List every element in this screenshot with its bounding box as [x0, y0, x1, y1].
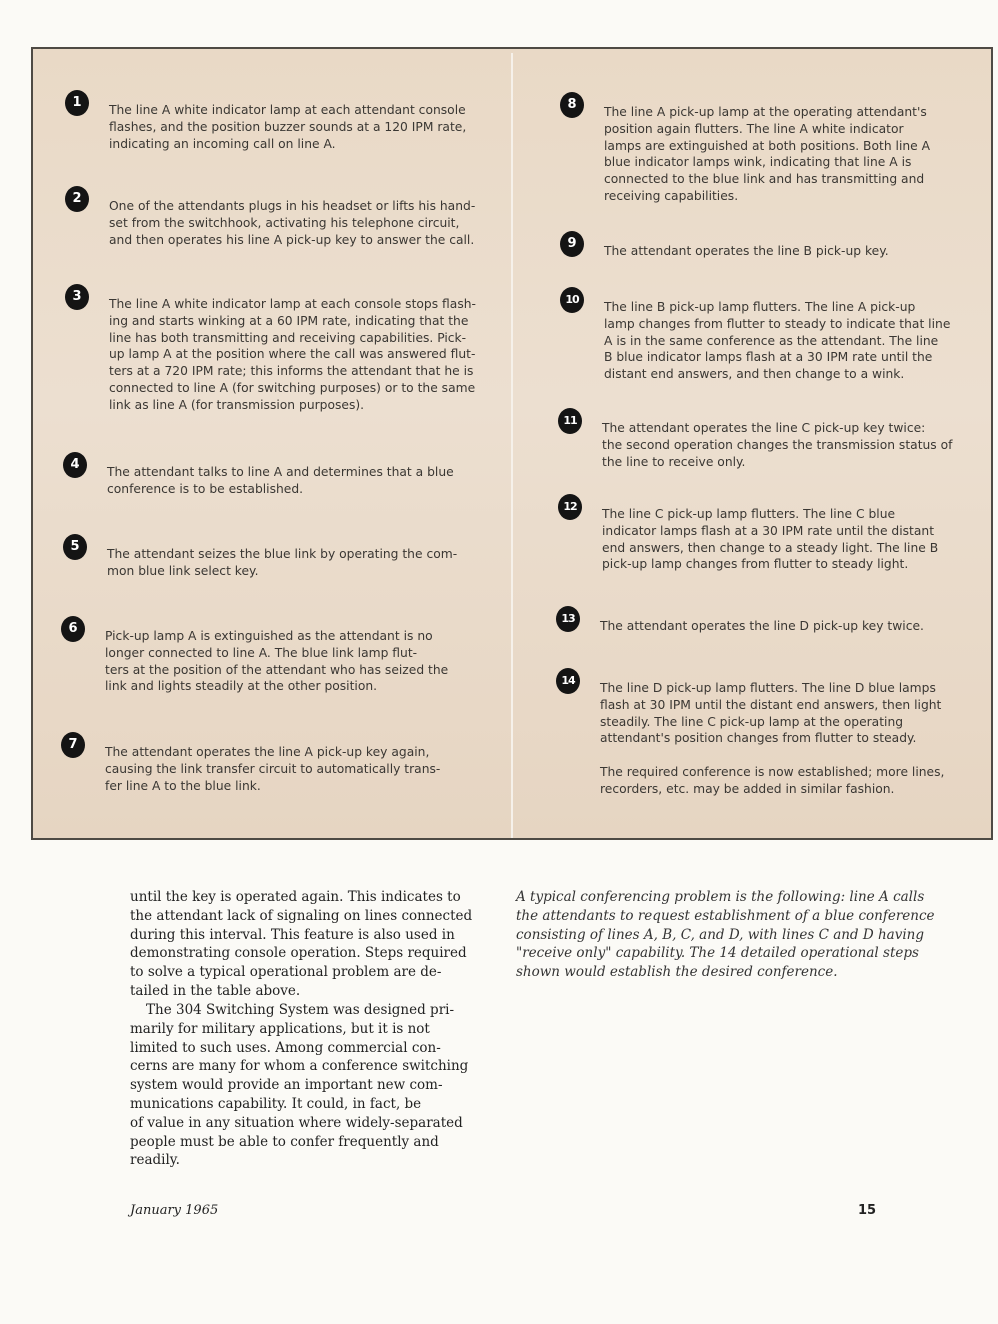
step-number-badge: 2	[65, 186, 89, 212]
step-number-badge: 13	[556, 606, 580, 632]
step-text: The attendant operates the line D pick-up key twice.	[600, 619, 924, 633]
step-text: The line C pick-up lamp flutters. The line C blue indicator lamps flash at a 30 IPM rate until the distant end answers, then change to a steady light. The line B pick-up lamp changes from flutter to steady light.	[602, 507, 939, 572]
step-2	[72, 191, 476, 248]
step-text: One of the attendants plugs in his headset or lifts his hand- set from the switchhook, activating his telephone circuit, and then operates his line A pick-up key to answer the call.	[109, 199, 476, 247]
step-13	[561, 612, 924, 635]
step-12	[563, 500, 939, 573]
step-11	[563, 414, 953, 470]
step-text: The attendant seizes the blue link by operating the com- mon blue link select key.	[107, 547, 458, 578]
step-1	[72, 95, 467, 152]
page-number: 15	[858, 1203, 877, 1218]
step-number-badge: 5	[63, 534, 87, 560]
step-7	[68, 737, 441, 794]
step-number-badge: 14	[556, 668, 580, 694]
step-number-badge: 4	[63, 452, 87, 478]
footer-date: January 1965	[130, 1203, 219, 1218]
step-number-badge: 1	[65, 90, 89, 116]
step-number-badge: 9	[560, 231, 584, 257]
step-number-badge: 12	[558, 494, 582, 520]
step-text: The line B pick-up lamp flutters. The line A pick-up lamp changes from flutter to steady to indicate that line A is in the same conference as the attendant. The line B blue indicator lamps flash at a 30 IPM rate until the distant end answers, and then change to a wink.	[604, 300, 951, 382]
step-number-badge: 10	[560, 287, 584, 313]
step-text: The attendant operates the line A pick-up key again, causing the link transfer circuit to automatically trans- fer line A to the blue link.	[105, 745, 441, 793]
step-text: The attendant operates the line B pick-up key.	[604, 244, 889, 258]
step-number-badge: 8	[560, 92, 584, 118]
step-8	[567, 97, 931, 205]
figure-caption: A typical conferencing problem is the following: line A calls the attendants to request establishment of a blue conference consisting of lines A, B, C, and D, with lines C and D having "receive only" capability. The 14 detailed operational steps shown would establish the desired conference.	[516, 889, 935, 981]
step-text: The line A pick-up lamp at the operating attendant's position again flutters. The line A white indicator lamps are extinguished at both positions. Both line A blue indicator lamps wink, indicating that line A is connected to the blue link and has transmitting and receiving capabilities.	[604, 105, 931, 203]
step-9	[567, 236, 889, 260]
steps-panel	[31, 47, 993, 840]
step-4	[70, 457, 454, 498]
step-10	[565, 293, 951, 383]
body-paragraph-1: until the key is operated again. This indicates to the attendant lack of signaling on lines connected during this interval. This feature is also used in demonstrating console operation. Steps required to solve a typical operational problem are de- tailed in the table above.	[130, 889, 473, 999]
step-number-badge: 7	[61, 732, 85, 758]
step-3	[72, 289, 476, 414]
panel-divider	[511, 53, 513, 838]
step-6	[68, 621, 449, 695]
body-paragraph-2: The 304 Switching System was designed pri- marily for military applications, but it is not limited to such uses. Among commercial con- cerns are many for whom a conference switching system would provide an important new com- munications capability. It could, in fact, be of value in any situation where widely-separated people must be able to confer frequently and readily.	[130, 1002, 469, 1169]
step-text: The attendant operates the line C pick-up key twice: the second operation changes the transmission status of the line to receive only.	[602, 421, 953, 469]
step-number-badge: 3	[65, 284, 89, 310]
step-text: The line A white indicator lamp at each attendant console flashes, and the position buzzer sounds at a 120 IPM rate, indicating an incoming call on line A.	[109, 103, 467, 151]
step-text: The line A white indicator lamp at each console stops flash- ing and starts winking at a 60 IPM rate, indicating that the line has both transmitting and receiving capabilities. Pick- up lamp A at the position where the call was answered flut- ters at a 720 IPM rate; this informs the attendant that he is connected to line A (for switching purposes) or to the same link as line A (for transmission purposes).	[109, 297, 476, 412]
step-14	[561, 674, 945, 798]
step-text: Pick-up lamp A is extinguished as the attendant is no longer connected to line A. The blue link lamp flut- ters at the position of the attendant who has seized the link and lights steadily at the other position.	[105, 629, 449, 694]
step-5	[70, 539, 458, 580]
step-text: The attendant talks to line A and determines that a blue conference is to be established.	[107, 465, 454, 496]
step-number-badge: 11	[558, 408, 582, 434]
step-text: The line D pick-up lamp flutters. The line D blue lamps flash at 30 IPM until the distant end answers, then light steadily. The line C pick-up lamp at the operating attendant's position changes from flutter to steady. The required conference is now established; more lines, recorders, etc. may be added in similar fashion.	[600, 681, 945, 796]
step-number-badge: 6	[61, 616, 85, 642]
